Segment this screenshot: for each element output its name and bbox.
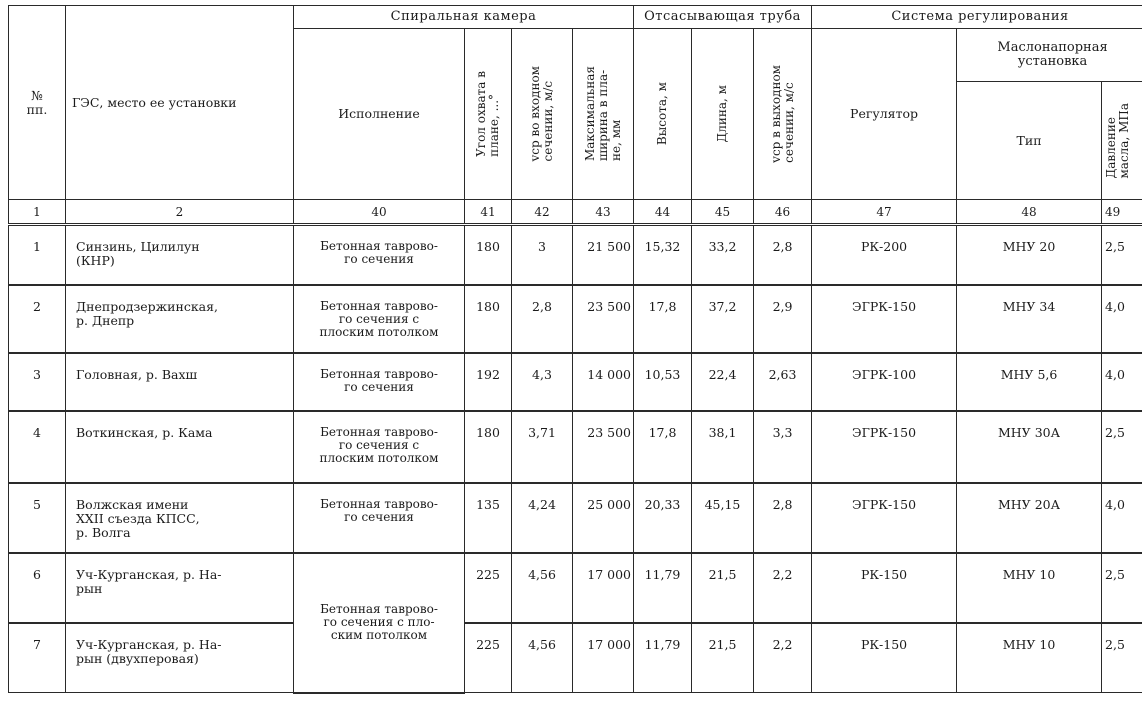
- row-type: МНУ 20: [957, 225, 1102, 285]
- row-velocity-out: 2,2: [754, 623, 812, 693]
- row-type: МНУ 20А: [957, 483, 1102, 553]
- header-design: Исполнение: [294, 29, 465, 200]
- row-regulator: ЭГРК-150: [812, 483, 957, 553]
- row-regulator: РК-150: [812, 553, 957, 623]
- header-length: Длина, м: [692, 29, 754, 200]
- row-velocity-in: 4,24: [512, 483, 573, 553]
- row-station: Уч-Курганская, р. На- рын: [66, 553, 294, 623]
- colnum: 48: [957, 200, 1102, 225]
- row-height: 17,8: [634, 285, 692, 353]
- table-row: [9, 353, 1142, 411]
- row-station: Уч-Курганская, р. На- рын (двухперовая): [66, 623, 294, 693]
- row-length: 45,15: [692, 483, 754, 553]
- row-angle: 180: [465, 285, 512, 353]
- colnum: 47: [812, 200, 957, 225]
- row-angle: 225: [465, 553, 512, 623]
- row-height: 11,79: [634, 553, 692, 623]
- row-pressure: 4,0: [1102, 353, 1142, 411]
- row-design-merged: Бетонная таврово- го сечения с пло- ским потолком: [294, 553, 465, 693]
- row-height: 10,53: [634, 353, 692, 411]
- colnum: 43: [573, 200, 634, 225]
- row-design: Бетонная таврово- го сечения: [294, 353, 465, 411]
- row-index: 4: [9, 411, 66, 483]
- row-index: 6: [9, 553, 66, 623]
- row-velocity-in: 3,71: [512, 411, 573, 483]
- row-velocity-out: 3,3: [754, 411, 812, 483]
- row-pressure: 2,5: [1102, 225, 1142, 285]
- row-regulator: ЭГРК-150: [812, 411, 957, 483]
- table-row: [9, 411, 1142, 483]
- colnum: 49: [1102, 200, 1142, 225]
- row-design: Бетонная таврово- го сечения с плоским потолком: [294, 411, 465, 483]
- header-regulator: Регулятор: [812, 29, 957, 200]
- row-length: 38,1: [692, 411, 754, 483]
- row-length: 37,2: [692, 285, 754, 353]
- header-group-regulation: Система регулирования: [812, 6, 1142, 29]
- row-length: 22,4: [692, 353, 754, 411]
- header-oil-unit: Маслонапорная установка: [957, 29, 1142, 82]
- row-station: Днепродзержинская, р. Днепр: [66, 285, 294, 353]
- row-velocity-in: 3: [512, 225, 573, 285]
- header-type: Тип: [957, 82, 1102, 200]
- row-velocity-out: 2,63: [754, 353, 812, 411]
- row-regulator: РК-150: [812, 623, 957, 693]
- row-velocity-in: 2,8: [512, 285, 573, 353]
- row-length: 33,2: [692, 225, 754, 285]
- row-angle: 192: [465, 353, 512, 411]
- row-height: 17,8: [634, 411, 692, 483]
- row-velocity-in: 4,56: [512, 553, 573, 623]
- header-group-spiral: Спиральная камера: [294, 6, 634, 29]
- row-index: 2: [9, 285, 66, 353]
- table-row: [9, 623, 1142, 693]
- header-velocity-out: vср в выходном сечении, м/с: [754, 29, 812, 200]
- row-station: Воткинская, р. Кама: [66, 411, 294, 483]
- row-type: МНУ 10: [957, 553, 1102, 623]
- header-no: № пп.: [9, 6, 66, 200]
- header-name: ГЭС, место ее установки: [66, 6, 294, 200]
- row-max-width: 21 500: [573, 225, 634, 285]
- header-velocity-in: vср во входном сечении, м/с: [512, 29, 573, 200]
- row-length: 21,5: [692, 623, 754, 693]
- row-index: 5: [9, 483, 66, 553]
- row-velocity-in: 4,56: [512, 623, 573, 693]
- row-angle: 225: [465, 623, 512, 693]
- row-height: 20,33: [634, 483, 692, 553]
- row-max-width: 23 500: [573, 285, 634, 353]
- row-design: Бетонная таврово- го сечения с плоским потолком: [294, 285, 465, 353]
- row-pressure: 2,5: [1102, 623, 1142, 693]
- row-angle: 180: [465, 225, 512, 285]
- table-row: [9, 553, 1142, 623]
- table-row: [9, 225, 1142, 285]
- row-index: 1: [9, 225, 66, 285]
- row-angle: 180: [465, 411, 512, 483]
- row-index: 3: [9, 353, 66, 411]
- row-max-width: 17 000: [573, 623, 634, 693]
- header-angle: Угол охвата в плане, ...°: [465, 29, 512, 200]
- row-station: Головная, р. Вахш: [66, 353, 294, 411]
- row-regulator: ЭГРК-150: [812, 285, 957, 353]
- row-max-width: 25 000: [573, 483, 634, 553]
- row-regulator: РК-200: [812, 225, 957, 285]
- row-pressure: 4,0: [1102, 483, 1142, 553]
- row-max-width: 17 000: [573, 553, 634, 623]
- row-velocity-in: 4,3: [512, 353, 573, 411]
- row-type: МНУ 30А: [957, 411, 1102, 483]
- colnum: 42: [512, 200, 573, 225]
- colnum: 46: [754, 200, 812, 225]
- row-velocity-out: 2,2: [754, 553, 812, 623]
- row-design: Бетонная таврово- го сечения: [294, 225, 465, 285]
- row-max-width: 23 500: [573, 411, 634, 483]
- row-pressure: 2,5: [1102, 553, 1142, 623]
- row-height: 15,32: [634, 225, 692, 285]
- row-type: МНУ 10: [957, 623, 1102, 693]
- row-pressure: 2,5: [1102, 411, 1142, 483]
- hydro-turbine-table: [8, 5, 1142, 694]
- header-max-width: Максимальная ширина в пла- не, мм: [573, 29, 634, 200]
- table-row: [9, 483, 1142, 553]
- row-height: 11,79: [634, 623, 692, 693]
- colnum: 44: [634, 200, 692, 225]
- header-pressure: Давление масла, МПа: [1102, 82, 1142, 200]
- row-velocity-out: 2,9: [754, 285, 812, 353]
- row-max-width: 14 000: [573, 353, 634, 411]
- row-index: 7: [9, 623, 66, 693]
- row-velocity-out: 2,8: [754, 483, 812, 553]
- table-row: [9, 285, 1142, 353]
- header-group-draft: Отсасывающая труба: [634, 6, 812, 29]
- colnum: 45: [692, 200, 754, 225]
- row-length: 21,5: [692, 553, 754, 623]
- row-station: Синзинь, Цилилун (КНР): [66, 225, 294, 285]
- header-height: Высота, м: [634, 29, 692, 200]
- colnum: 2: [66, 200, 294, 225]
- colnum: 1: [9, 200, 66, 225]
- row-type: МНУ 34: [957, 285, 1102, 353]
- row-velocity-out: 2,8: [754, 225, 812, 285]
- colnum: 40: [294, 200, 465, 225]
- row-regulator: ЭГРК-100: [812, 353, 957, 411]
- row-design: Бетонная таврово- го сечения: [294, 483, 465, 553]
- colnum: 41: [465, 200, 512, 225]
- row-type: МНУ 5,6: [957, 353, 1102, 411]
- row-angle: 135: [465, 483, 512, 553]
- row-station: Волжская имени XXII съезда КПСС, р. Волга: [66, 483, 294, 553]
- row-pressure: 4,0: [1102, 285, 1142, 353]
